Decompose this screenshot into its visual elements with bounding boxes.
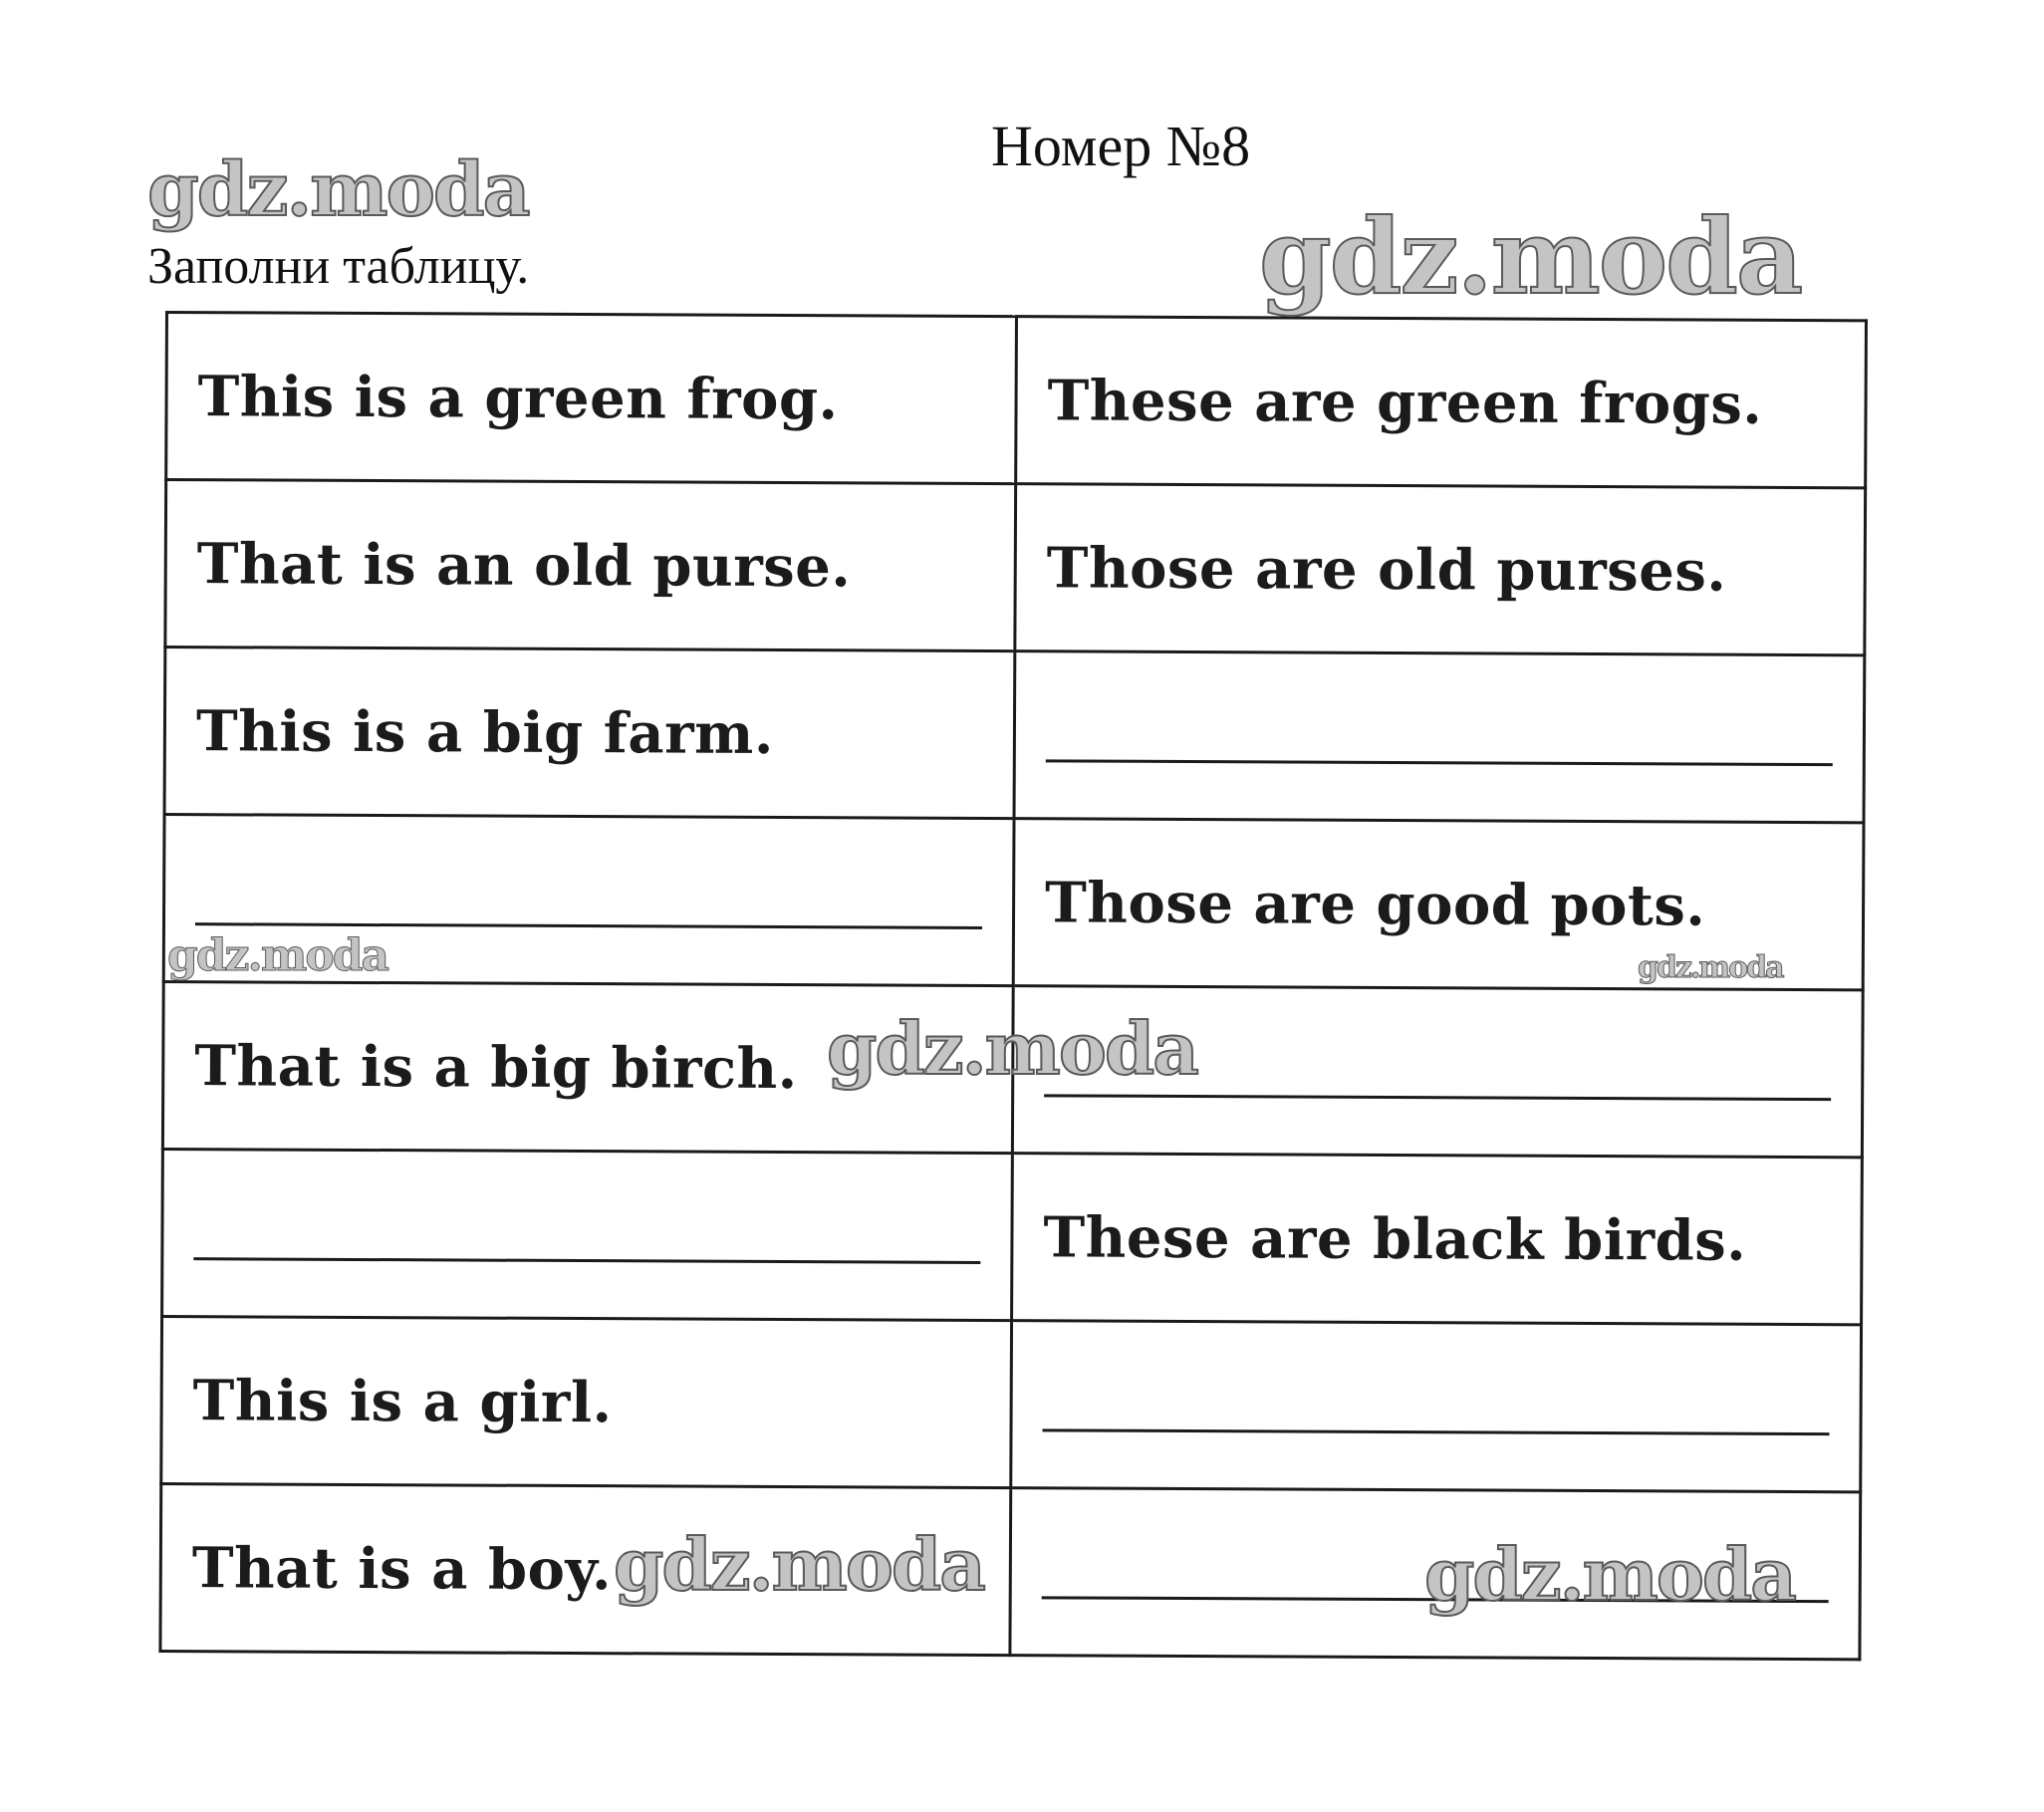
singular-sentence: That is an old purse. xyxy=(196,530,852,600)
answer-blank-line[interactable] xyxy=(1046,759,1833,766)
singular-sentence: This is a girl. xyxy=(192,1367,613,1435)
singular-sentence: That is a big birch. xyxy=(194,1032,798,1102)
table-body xyxy=(160,313,1867,1660)
table-row xyxy=(164,647,1865,823)
plural-cell xyxy=(1015,484,1866,655)
singular-sentence: This is a big farm. xyxy=(195,697,775,767)
singular-cell xyxy=(165,480,1016,651)
watermark: gdz.moda xyxy=(614,1522,984,1607)
singular-sentence: This is a green frog. xyxy=(197,363,839,432)
plural-cell xyxy=(1011,1321,1862,1492)
table-row xyxy=(163,815,1864,990)
table-row xyxy=(166,313,1867,488)
page-title: Номер №8 xyxy=(991,114,1251,178)
plural-sentence: Those are good pots. xyxy=(1044,869,1706,939)
table-row xyxy=(161,1316,1862,1491)
watermark: gdz.moda xyxy=(1259,195,1802,318)
worksheet-table xyxy=(158,311,1868,1661)
watermark: gdz.moda xyxy=(1638,950,1783,985)
singular-cell xyxy=(164,647,1015,819)
singular-cell xyxy=(166,313,1017,484)
plural-sentence: Those are old purses. xyxy=(1046,534,1727,605)
instruction-text: Заполни таблицу. xyxy=(147,238,530,295)
table-row xyxy=(165,480,1866,655)
plural-sentence: These are green frogs. xyxy=(1047,367,1763,437)
singular-sentence: That is a boy. xyxy=(191,1534,613,1603)
watermark: gdz.moda xyxy=(827,1006,1197,1091)
singular-cell xyxy=(162,1149,1013,1320)
watermark: gdz.moda xyxy=(167,930,388,981)
plural-sentence: These are black birds. xyxy=(1043,1203,1747,1274)
watermark: gdz.moda xyxy=(147,147,529,233)
answer-blank-line[interactable] xyxy=(1043,1428,1830,1435)
plural-cell xyxy=(1016,317,1867,488)
singular-cell xyxy=(161,1316,1012,1487)
answer-blank-line[interactable] xyxy=(193,1257,980,1264)
watermark: gdz.moda xyxy=(1424,1532,1795,1617)
plural-cell xyxy=(1012,1154,1863,1325)
answer-blank-line[interactable] xyxy=(1044,1094,1831,1101)
answer-blank-line[interactable] xyxy=(195,922,982,929)
table-row xyxy=(162,1149,1863,1324)
plural-cell xyxy=(1014,651,1865,823)
